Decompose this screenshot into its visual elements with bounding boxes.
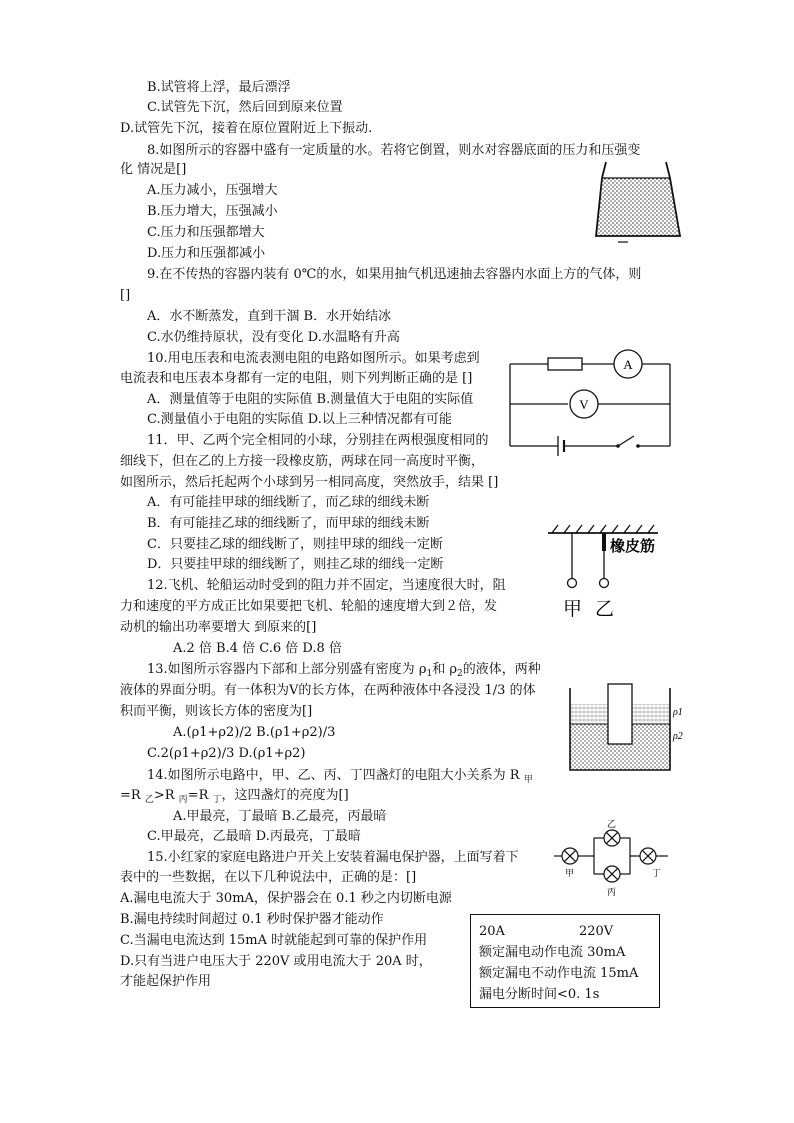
ammeter-label: A [623, 357, 633, 372]
lamp-yi-label: 乙 [607, 820, 617, 830]
rubber-band-label: 橡皮筋 [610, 537, 656, 555]
q15-option-d-line1: D.只有当进户电压大于 220V 或用电流大于 20A 时， [120, 954, 432, 969]
q8-stem-line2: 化 情况是[] [120, 162, 187, 177]
spec-row-no-trip-current: 额定漏电不动作电流 15mA [479, 966, 639, 981]
q15-option-c: C.当漏电电流达到 15mA 时就能起到可靠的保护作用 [120, 933, 428, 948]
q11-option-d: D．只要挂甲球的细线断了，则挂乙球的细线一定断 [147, 557, 444, 572]
q10-stem-line1: 10.用电压表和电流表测电阻的电路如图所示。如果考虑到 [147, 351, 480, 366]
q9-stem-line1: 9.在不传热的容器内装有 0℃的水，如果用抽气机迅速抽去容器内水面上方的气体，则 [147, 267, 642, 282]
q8-option-d: D.压力和压强都减小 [147, 246, 266, 261]
q8-option-b: B.压力增大，压强减小 [147, 204, 278, 219]
q10-circuit-figure [506, 346, 676, 458]
rho1-label: ρ1 [673, 707, 683, 718]
q11-option-b: B．有可能挂乙球的细线断了，而甲球的细线未断 [147, 516, 430, 531]
lamp-bing-label: 丙 [607, 888, 617, 898]
spec-row-ratings: 20A 220V [479, 924, 614, 939]
q13-options-row2: C.2(ρ1+ρ2)/3 D.(ρ1+ρ2) [147, 746, 306, 761]
q13-stem-line1: 13.如图所示容器内下部和上部分别盛有密度为 $\rho_1$和 $\rho_2$的液体，两种 [147, 662, 541, 679]
q13-liquid-figure [566, 682, 690, 774]
q11-stem-line1: 11．甲、乙两个完全相同的小球，分别挂在两根强度相同的 [147, 433, 489, 448]
q12-stem-line2: 力和速度的平方成正比如果要把飞机、轮船的速度增大到２倍，发 [120, 599, 498, 614]
q15-option-d-line2: 才能起保护作用 [120, 974, 212, 989]
q9-stem-line2: [] [120, 288, 131, 303]
q12-stem-line1: 12.飞机、轮船运动时受到的阻力并不固定，当速度很大时，阻 [147, 578, 506, 593]
q14-stem-line1: 14.如图所示电路中，甲、乙、丙、丁四盏灯的电阻大小关系为 R $_甲$ [147, 768, 533, 785]
rho2-label: ρ2 [673, 731, 683, 742]
q9-options-row2: C.水仍维持原状，没有变化 D.水温略有升高 [147, 330, 400, 345]
q12-options: A.2 倍 B.4 倍 C.6 倍 D.8 倍 [173, 641, 342, 656]
prev-option-d: D.试管先下沉，接着在原位置附近上下振动. [120, 121, 373, 136]
q13-stem-line2: 液体的界面分明。有一体积为V的长方体，在两种液体中各浸没 1/3 的体 [120, 683, 536, 698]
q8-container-figure [592, 158, 690, 246]
q14-stem-line2: =R $_乙$>R $_丙$=R $_丁$，这四盏灯的亮度为[] [120, 788, 349, 805]
prev-option-b: B.试管将上浮，最后漂浮 [147, 80, 291, 95]
q10-options-row1: A．测量值等于电阻的实际值 B.测量值大于电阻的实际值 [147, 392, 474, 407]
q15-option-b: B.漏电持续时间超过 0.1 秒时保护器才能动作 [120, 912, 384, 927]
spec-row-break-time: 漏电分断时间<0. 1s [479, 987, 600, 1002]
q11-stem-line3: 如图所示，然后托起两个小球到另一相同高度，突然放手，结果 [] [120, 475, 499, 490]
q10-options-row2: C.测量值小于电阻的实际值 D.以上三种情况都有可能 [147, 412, 452, 427]
q13-stem-line3: 积而平衡，则该长方体的密度为[] [120, 704, 313, 719]
q8-option-a: A.压力减小，压强增大 [147, 183, 278, 198]
q10-stem-line2: 电流表和电压表本身都有一定的电阻，则下列判断正确的是 [] [120, 371, 473, 386]
q13-options-row1: A.(ρ1+ρ2)/2 B.(ρ1+ρ2)/3 [173, 725, 336, 740]
ball-jia-label: 甲 [563, 598, 583, 620]
q12-stem-line3: 动机的输出功率要增大 到原来的[] [120, 620, 317, 635]
prev-option-c: C.试管先下沉，然后回到原来位置 [147, 100, 343, 115]
q14-options-row1: A.甲最亮，丁最暗 B.乙最亮，丙最暗 [173, 809, 387, 824]
q15-option-a: A.漏电电流大于 30mA，保护器会在 0.1 秒之内切断电源 [120, 891, 452, 906]
q8-option-c: C.压力和压强都增大 [147, 225, 265, 240]
voltmeter-label: V [579, 397, 589, 412]
q14-options-row2: C.甲最亮，乙最暗 D.丙最亮，丁最暗 [147, 829, 361, 844]
leakage-protector-spec-box [470, 914, 660, 1008]
q11-stem-line2: 细线下，但在乙的上方接一段橡皮筋，两球在同一高度时平衡， [120, 454, 485, 469]
q9-options-row1: A．水不断蒸发，直到干涸 B．水开始结冰 [147, 309, 392, 324]
q11-option-a: A．有可能挂甲球的细线断了，而乙球的细线未断 [147, 495, 430, 510]
lamp-ding-label: 丁 [652, 869, 662, 879]
spec-row-trip-current: 额定漏电动作电流 30mA [479, 945, 626, 960]
q15-stem-line2: 表中的一些数据，在以下几种说法中，正确的是：[] [120, 870, 417, 885]
ball-yi-label: 乙 [595, 598, 615, 620]
q15-stem-line1: 15.小红家的家庭电路进户开关上安装着漏电保护器，上面写着下 [147, 850, 519, 865]
lamp-jia-label: 甲 [565, 869, 575, 879]
q8-stem-line1: 8.如图所示的容器中盛有一定质量的水。若将它倒置，则水对容器底面的压力和压强变 [147, 143, 641, 158]
q11-balls-figure [546, 521, 666, 625]
q14-lamps-figure [552, 816, 670, 898]
q11-option-c: C．只要挂乙球的细线断了，则挂甲球的细线一定断 [147, 537, 443, 552]
